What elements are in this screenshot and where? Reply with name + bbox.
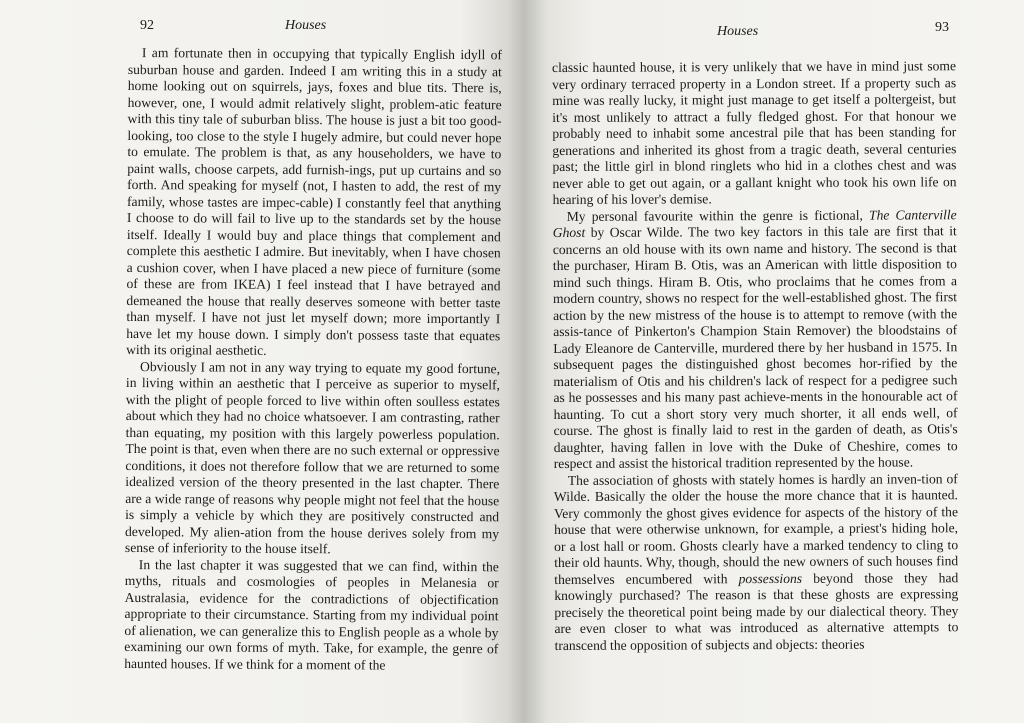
text-run: My personal favourite within the genre is fictional,	[566, 207, 870, 224]
page-number-right: 93	[935, 20, 949, 35]
emphasis: possessions	[738, 570, 803, 586]
right-page-text	[552, 58, 959, 654]
page-number-left: 92	[140, 18, 154, 33]
paragraph	[553, 207, 958, 473]
running-head-right: Houses	[717, 24, 759, 39]
paragraph: I am fortunate then in occupying that typically English idyll of suburban house and garden. Indeed I am writing this in a study at home looking out on squirrels, jays, foxes and blue tits. There is, however, one, I would admit relatively slight, problem-atic feature with this tiny tale of suburban bliss. The house is just a bit too good-looking, too close to the style I hugely admire, but could never hope to emulate. The problem is that, as any householders, we have to paint walls, choose carpets, add furnish-ings, put up curtains and so forth. And speaking for myself (not, I hasten to add, the rest of my family, whose tastes are impec-cable) I constantly feel that anything I choose to do will fail to live up to the standards set by the house itself. Ideally I would buy and place things that complement and complete this aesthetic I admire. But inevitably, when I have chosen a cushion cover, when I have placed a new piece of furniture (some of these are from IKEA) I feel instead that I have betrayed and demeaned the house that really deserves someone with better taste than myself. I have not just let myself down; more importantly I have let my house down. I simply don't possess taste that equates with its original aesthetic.	[126, 45, 502, 358]
right-page	[512, 0, 1024, 723]
text-run: by Oscar Wilde. The two key factors in this tale are first that it concerns an old house with its own name and history. The second is that the purchaser, Hiram B. Otis, was an American with little disposition to mind such things. Hiram B. Otis, who proclaims that he comes from a modern country, shows no respect for the well-established ghost. The first action by the new mistress of the house is to attempt to remove (with the assis-tance of Pinkerton's Champion Stain Remover) the bloodstains of Lady Eleanore de Canterville, murdered there by her husband in 1575. In subsequent pages the distinguished ghost becomes hor-rified by the materialism of Otis and his children's lack of respect for a pedigree such as he possesses and his many past achieve-ments in the honourable act of haunting. To cut a short story very much shorter, it all ends well, of course. The ghost is finally laid to rest in the garden of death, as Otis's daughter, having fallen in love with the Duke of Cheshire, comes to respect and assist the historical tradition represented by the house.	[552, 223, 958, 471]
left-page-text	[124, 45, 502, 674]
paragraph	[554, 471, 959, 654]
paragraph: In the last chapter it was suggested that we can find, within the myths, rituals and cosmologies of peoples in Melanesia or Australasia, evidence for the contradictions of objectification appropriate to their circumstance. Starting from my individual point of alienation, we can generalize this to English people as a whole by examining our own forms of myth. Take, for example, the genre of haunted houses. If we think for a moment of the	[124, 556, 499, 673]
text-run: beyond those they had knowingly purchased? The reason is that these ghosts are expressing precisely the theoretical point being made by our dialectical theory. They are even closer to what was introduced as alternative attempts to transcend the opposition of subjects and objects: theories	[554, 569, 959, 653]
book-title: The Canterville Ghost	[552, 206, 957, 240]
running-head-left: Houses	[285, 18, 327, 33]
paragraph: Obviously I am not in any way trying to equate my good fortune, in living within an aesthetic that I perceive as superior to myself, with the plight of people forced to live within often soulless estates about which they had no choice whatsoever. I am contrasting, rather than equating, my position with this largely powerless population. The point is that, even when there are no such external or oppressive conditions, it does not therefore follow that we are returned to some idealized version of the theory presented in the last chapter. There are a wide range of reasons why people might not feel that the house is simply a vehicle by which they are positively constructed and developed. My alien-ation from the house derives solely from my sense of inferiority to the house itself.	[124, 358, 501, 557]
paragraph: classic haunted house, it is very unlikely that we have in mind just some very ordinary terraced property in a London street. If a property such as mine was really lucky, it might just manage to get itself a poltergeist, but it's most unlikely to attract a fully fledged ghost. For that honour we probably need to inhabit some ancestral pile that has been standing for generations and inherited its ghost from a tragic death, several centuries past; the little girl in blond ringlets who hid in a clothes chest and was never able to get out again, or a gallant knight who took his own life on hearing of his lover's demise.	[552, 58, 957, 207]
text-run: The association of ghosts with stately homes is hardly an inven-tion of Wilde. Basically the older the house the more chance that it is haunted. Very commonly the ghost gives evidence for aspects of the history of the house that were otherwise unknown, for example, a priest's hiding hole, or a lost hall or room. Ghosts clearly have a marked tendency to cling to their old haunts. Why, though, should the new owners of such houses find themselves encumbered with	[553, 470, 959, 587]
